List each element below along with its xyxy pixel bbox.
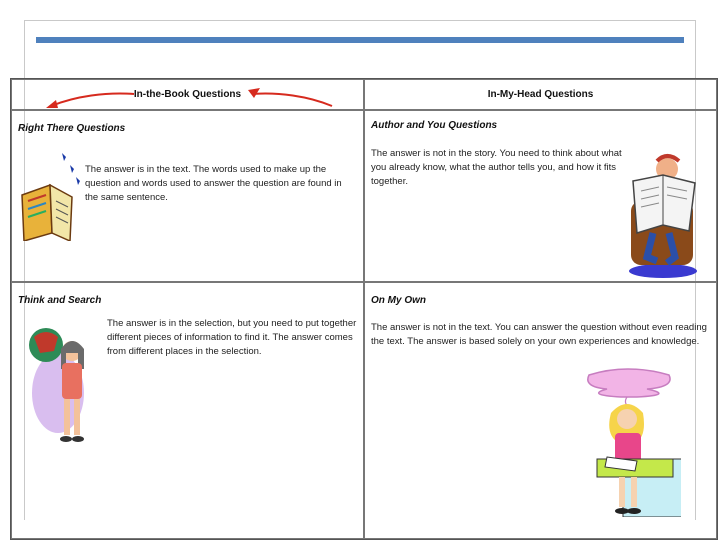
left-arrow-icon bbox=[46, 84, 136, 110]
right-arrow-icon bbox=[248, 84, 338, 110]
cell-author-and-you bbox=[364, 110, 717, 282]
desc-think-and-search: The answer is in the selection, but you need to put together different pieces of information to find it. The answer comes from different places in the selection. bbox=[107, 318, 357, 357]
header-in-the-book bbox=[11, 79, 364, 110]
heading-in-the-book: In-the-Book Questions bbox=[133, 89, 242, 100]
cell-right-there bbox=[11, 110, 364, 282]
cell-on-my-own bbox=[364, 282, 717, 539]
qar-table bbox=[10, 78, 718, 540]
title-on-my-own: On My Own bbox=[371, 295, 426, 306]
title-right-there: Right There Questions bbox=[18, 123, 126, 134]
heading-in-my-head: In-My-Head Questions bbox=[487, 89, 594, 100]
title-accent-bar bbox=[36, 37, 684, 43]
open-book-icon bbox=[18, 151, 88, 241]
thinking-girl-with-globe-icon bbox=[28, 323, 108, 453]
reader-with-newspaper-icon bbox=[623, 151, 703, 279]
desc-right-there: The answer is in the text. The words used to make up the question and words used to answer the question are found in the same sentence. bbox=[85, 164, 342, 203]
title-think-and-search: Think and Search bbox=[18, 295, 102, 306]
desc-author-and-you: The answer is not in the story. You need to think about what you already know, what the author tells you, and how it fits together. bbox=[371, 148, 622, 187]
header-in-my-head bbox=[364, 79, 717, 110]
title-author-and-you: Author and You Questions bbox=[371, 120, 498, 131]
cell-think-and-search bbox=[11, 282, 364, 539]
desc-on-my-own: The answer is not in the text. You can answer the question without even reading the text. The answer is based solely on your own experiences and knowledge. bbox=[371, 322, 707, 347]
daydreaming-girl-icon bbox=[577, 367, 681, 517]
